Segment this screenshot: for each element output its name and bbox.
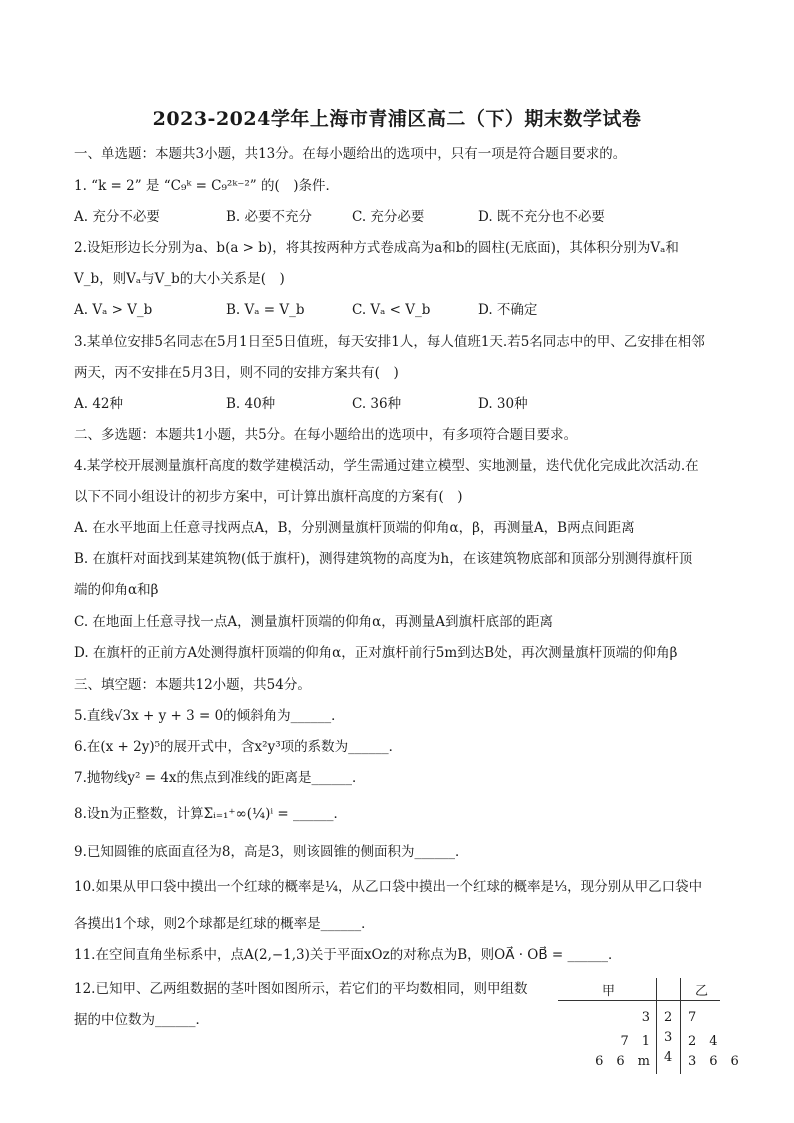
q2-stem-line1: 2.设矩形边长分别为a、b(a > b)，将其按两种方式卷成高为a和b的圆柱(无底面)，其体积分别为Vₐ和 xyxy=(74,240,679,256)
q2-option-a: A. Vₐ > V_b xyxy=(74,302,153,318)
q1-stem: 1. “k = 2” 是 “C₉ᵏ = C₉²ᵏ⁻²” 的( )条件． xyxy=(74,178,340,194)
q12-line1: 12.已知甲、乙两组数据的茎叶图如图所示，若它们的平均数相同，则甲组数 xyxy=(74,981,528,997)
q2-option-d: D. 不确定 xyxy=(478,302,538,318)
stem-leaf-row2-stem: 3 xyxy=(664,1030,673,1045)
q3-option-d: D. 30种 xyxy=(478,396,528,412)
q1-option-a: A. 充分不必要 xyxy=(74,209,160,225)
stem-leaf-row1-left: 3 xyxy=(641,1010,650,1025)
q3-option-c: C. 36种 xyxy=(352,396,402,412)
q4-option-a: A. 在水平地面上任意寻找两点A，B，分别测量旗杆顶端的仰角α，β，再测量A，B两点间距离 xyxy=(74,520,635,536)
q3-stem-line1: 3.某单位安排5名同志在5月1日至5日值班，每天安排1人，每人值班1天.若5名同志中的甲、乙安排在相邻 xyxy=(74,334,705,350)
section1-heading: 一、单选题：本题共3小题，共13分。在每小题给出的选项中，只有一项是符合题目要求的。 xyxy=(74,146,627,162)
q3-option-a: A. 42种 xyxy=(74,396,124,412)
q8: 8.设n为正整数，计算Σᵢ₌₁⁺∞(¼)ⁱ = ______． xyxy=(74,806,347,822)
q6: 6.在(x + 2y)⁵的展开式中，含x²y³项的系数为______． xyxy=(74,739,403,755)
stem-leaf-row3-left: 6 6 m xyxy=(595,1054,650,1069)
q10-line1: 10.如果从甲口袋中摸出一个红球的概率是¼，从乙口袋中摸出一个红球的概率是⅓，现分别从甲乙口袋中 xyxy=(74,879,703,895)
q7: 7.抛物线y² = 4x的焦点到准线的距离是______． xyxy=(74,770,366,786)
q1-option-c: C. 充分必要 xyxy=(352,209,425,225)
stem-leaf-header-right: 乙 xyxy=(695,984,709,999)
q2-option-b: B. Vₐ = V_b xyxy=(226,302,305,318)
stem-leaf-row3-right: 3 6 6 xyxy=(688,1054,739,1069)
q9: 9.已知圆锥的底面直径为8，高是3，则该圆锥的侧面积为______． xyxy=(74,844,469,860)
q2-stem-line2: V_b，则Vₐ与V_b的大小关系是( ) xyxy=(74,271,285,287)
q4-stem-line1: 4.某学校开展测量旗杆高度的数学建模活动，学生需通过建立模型、实地测量，迭代优化完成此次活动.在 xyxy=(74,458,699,474)
stem-leaf-row1-right: 7 xyxy=(688,1010,697,1025)
section2-heading: 二、多选题：本题共1小题，共5分。在每小题给出的选项中，有多项符合题目要求。 xyxy=(74,427,578,443)
section3-heading: 三、填空题：本题共12小题，共54分。 xyxy=(74,677,311,693)
stem-leaf-row3-stem: 4 xyxy=(664,1050,673,1065)
stem-leaf-row1-stem: 2 xyxy=(664,1010,673,1025)
q1-option-d: D. 既不充分也不必要 xyxy=(478,209,605,225)
q4-option-c: C. 在地面上任意寻找一点A，测量旗杆顶端的仰角α，再测量A到旗杆底部的距离 xyxy=(74,614,554,630)
q3-option-b: B. 40种 xyxy=(226,396,276,412)
stem-leaf-diagram xyxy=(558,978,739,1074)
q4-option-b-line1: B. 在旗杆对面找到某建筑物(低于旗杆)，测得建筑物的高度为h，在该建筑物底部和顶部分别测得旗杆顶 xyxy=(74,551,693,567)
q10-line2: 各摸出1个球，则2个球都是红球的概率是______． xyxy=(74,916,375,932)
stem-leaf-row2-right: 2 4 xyxy=(688,1034,718,1049)
stem-leaf-divider-left xyxy=(656,978,657,1074)
q4-option-d: D. 在旗杆的正前方A处测得旗杆顶端的仰角α，正对旗杆前行5m到达B处，再次测量旗杆顶端的仰角β xyxy=(74,645,678,661)
stem-leaf-header-left: 甲 xyxy=(602,984,616,999)
q2-option-c: C. Vₐ < V_b xyxy=(352,302,431,318)
q3-stem-line2: 两天，丙不安排在5月3日，则不同的安排方案共有( ) xyxy=(74,365,399,381)
q4-option-b-line2: 端的仰角α和β xyxy=(74,582,159,598)
q4-stem-line2: 以下不同小组设计的初步方案中，可计算出旗杆高度的方案有( ) xyxy=(74,489,463,505)
q12-line2: 据的中位数为______． xyxy=(74,1012,209,1028)
q11: 11.在空间直角坐标系中，点A(2,−1,3)关于平面xOz的对称点为B，则OA⃗ · OB⃗ = ______． xyxy=(74,947,622,963)
q1-option-b: B. 必要不充分 xyxy=(226,209,313,225)
stem-leaf-header-rule xyxy=(558,1000,720,1001)
q5: 5.直线√3x + y + 3 = 0的倾斜角为______． xyxy=(74,708,345,724)
stem-leaf-row2-left: 7 1 xyxy=(620,1034,650,1049)
exam-title: 2023-2024学年上海市青浦区高二（下）期末数学试卷 xyxy=(152,108,642,130)
stem-leaf-divider-right xyxy=(680,978,681,1074)
